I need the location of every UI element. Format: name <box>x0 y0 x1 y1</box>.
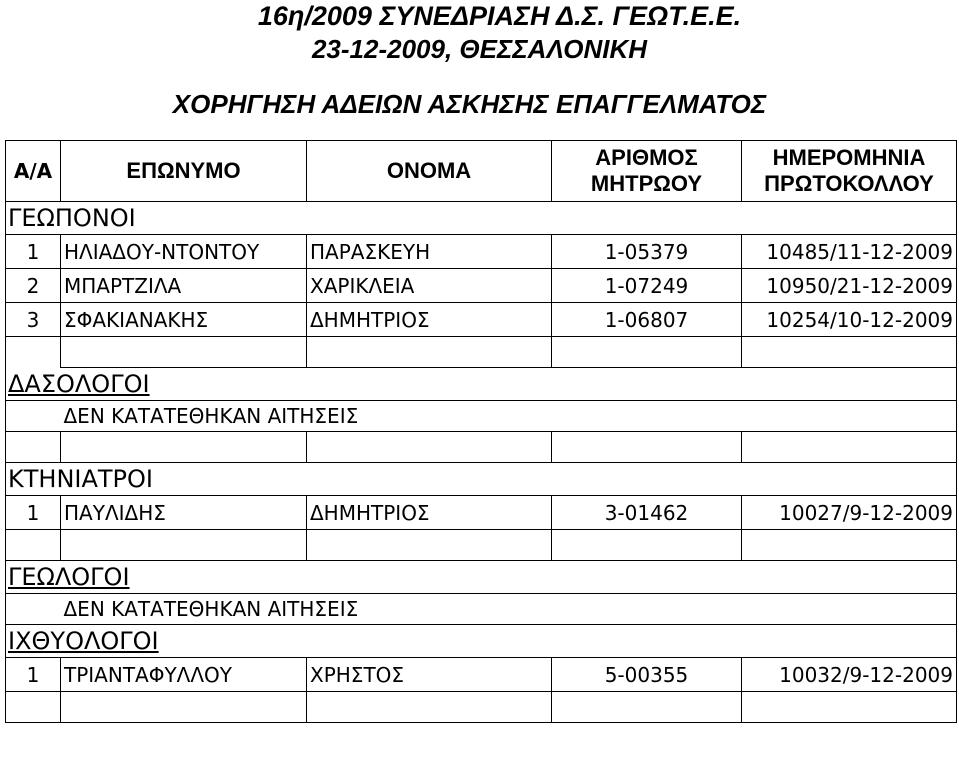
empty-cell <box>61 530 307 561</box>
cell-registry: 1-06807 <box>552 303 742 337</box>
empty-cell <box>6 337 61 368</box>
header-aa: Α/Α <box>6 141 61 202</box>
section-row-geoponoi <box>6 202 957 235</box>
empty-cell <box>742 432 957 463</box>
cell-surname: ΠΑΥΛΙΔΗΣ <box>61 496 307 530</box>
no-applications-row <box>6 594 957 625</box>
section-row-ichthyologoi <box>6 625 957 658</box>
cell-aa: 1 <box>6 235 61 269</box>
empty-cell <box>552 432 742 463</box>
section-title-ichthyologoi: ΙΧΘΥΟΛΟΓΟΙ <box>8 627 159 655</box>
header-name: ΟΝΟΜΑ <box>307 141 552 202</box>
table-row <box>6 269 957 303</box>
cell-registry: 3-01462 <box>552 496 742 530</box>
cell-name: ΠΑΡΑΣΚΕΥΗ <box>307 235 552 269</box>
no-applications-note: ΔΕΝ ΚΑΤΑΤΕΘΗΚΑΝ ΑΙΤΗΣΕΙΣ <box>61 594 957 625</box>
empty-cell <box>742 692 957 723</box>
cell-surname: ΣΦΑΚΙΑΝΑΚΗΣ <box>61 303 307 337</box>
section-label-ktiniatroi: ΚΤΗΝΙΑΤΡΟΙ <box>6 463 957 496</box>
cell-aa: 1 <box>6 658 61 692</box>
section-label-dasologoi <box>6 368 957 401</box>
section-row-dasologoi <box>6 368 957 401</box>
no-applications-row <box>6 401 957 432</box>
table-row <box>6 658 957 692</box>
cell-aa: 3 <box>6 303 61 337</box>
empty-cell <box>61 337 307 368</box>
header-registry-line1: ΑΡΙΘΜΟΣ <box>595 145 698 170</box>
cell-name: ΔΗΜΗΤΡΙΟΣ <box>307 303 552 337</box>
cell-aa: 1 <box>6 496 61 530</box>
table-row <box>6 496 957 530</box>
cell-name: ΔΗΜΗΤΡΙΟΣ <box>307 496 552 530</box>
empty-cell <box>742 530 957 561</box>
header-registry <box>552 141 742 202</box>
document-subject: ΧΟΡΗΓΗΣΗ ΑΔΕΙΩΝ ΑΣΚΗΣΗΣ ΕΠΑΓΓΕΛΜΑΤΟΣ <box>172 89 767 119</box>
header-date-line1: ΗΜΕΡΟΜΗΝΙΑ <box>772 145 926 170</box>
cell-protocol: 10254/10-12-2009 <box>742 303 957 337</box>
section-label-geoponoi: ΓΕΩΠΟΝΟΙ <box>6 202 957 235</box>
empty-cell <box>552 692 742 723</box>
empty-cell <box>6 432 61 463</box>
empty-cell <box>6 594 61 625</box>
header-protocol-date <box>742 141 957 202</box>
section-label-ichthyologoi <box>6 625 957 658</box>
empty-cell <box>552 337 742 368</box>
cell-registry: 1-07249 <box>552 269 742 303</box>
cell-surname: ΗΛΙΑΔΟΥ-ΝΤΟΝΤΟΥ <box>61 235 307 269</box>
empty-cell <box>307 432 552 463</box>
empty-cell <box>61 692 307 723</box>
cell-protocol: 10950/21-12-2009 <box>742 269 957 303</box>
no-applications-note: ΔΕΝ ΚΑΤΑΤΕΘΗΚΑΝ ΑΙΤΗΣΕΙΣ <box>61 401 957 432</box>
table-row <box>6 235 957 269</box>
header-date-line2: ΠΡΩΤΟΚΟΛΛΟΥ <box>764 171 934 196</box>
empty-cell <box>742 337 957 368</box>
cell-protocol: 10027/9-12-2009 <box>742 496 957 530</box>
cell-name: ΧΑΡΙΚΛΕΙΑ <box>307 269 552 303</box>
header-surname: ΕΠΩΝΥΜΟ <box>61 141 307 202</box>
licenses-table <box>5 140 957 723</box>
empty-row <box>6 432 957 463</box>
cell-name: ΧΡΗΣΤΟΣ <box>307 658 552 692</box>
cell-registry: 1-05379 <box>552 235 742 269</box>
section-row-ktiniatroi <box>6 463 957 496</box>
section-label-geologoi <box>6 561 957 594</box>
empty-cell <box>6 530 61 561</box>
header-registry-line2: ΜΗΤΡΩΟΥ <box>590 171 703 196</box>
empty-cell <box>6 401 61 432</box>
table-row <box>6 303 957 337</box>
empty-cell <box>307 530 552 561</box>
empty-cell <box>6 692 61 723</box>
table-header-row <box>6 141 957 202</box>
empty-row <box>6 530 957 561</box>
empty-row <box>6 692 957 723</box>
empty-cell <box>61 432 307 463</box>
meeting-date-place: 23-12-2009, ΘΕΣΣΑΛΟΝΙΚΗ <box>311 34 648 64</box>
cell-surname: ΜΠΑΡΤΖΙΛΑ <box>61 269 307 303</box>
section-title-geologoi: ΓΕΩΛΟΓΟΙ <box>8 563 130 591</box>
meeting-title: 16η/2009 ΣΥΝΕΔΡΙΑΣΗ Δ.Σ. ΓΕΩΤ.Ε.Ε. <box>257 1 742 31</box>
cell-protocol: 10032/9-12-2009 <box>742 658 957 692</box>
empty-cell <box>307 337 552 368</box>
cell-aa: 2 <box>6 269 61 303</box>
empty-row <box>6 337 957 368</box>
cell-surname: ΤΡΙΑΝΤΑΦΥΛΛΟΥ <box>61 658 307 692</box>
empty-cell <box>552 530 742 561</box>
section-title-dasologoi: ΔΑΣΟΛΟΓΟΙ <box>8 370 150 398</box>
cell-protocol: 10485/11-12-2009 <box>742 235 957 269</box>
section-row-geologoi <box>6 561 957 594</box>
cell-registry: 5-00355 <box>552 658 742 692</box>
empty-cell <box>307 692 552 723</box>
